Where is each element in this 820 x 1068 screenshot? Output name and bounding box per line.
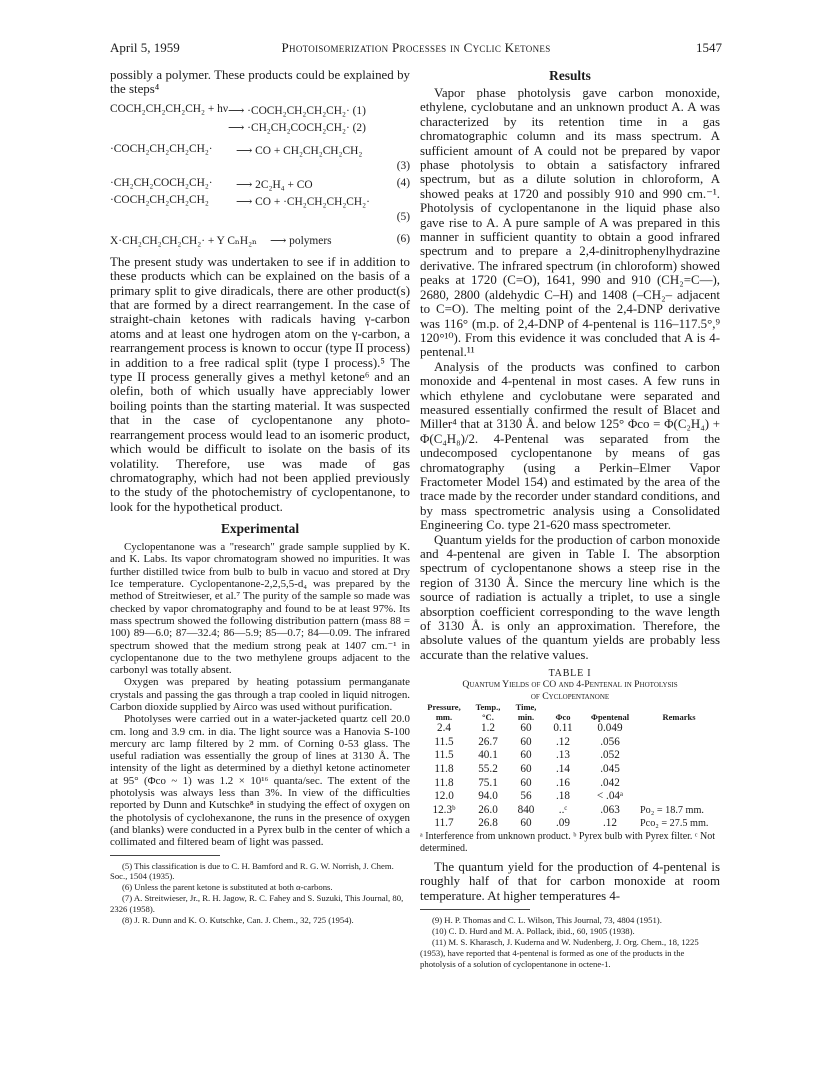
table-row <box>420 736 720 750</box>
equation-number: (6) <box>396 232 410 245</box>
equation-line <box>110 177 410 194</box>
table-caption: TABLE I <box>548 668 592 680</box>
quantum-yield-table <box>420 703 720 831</box>
table-cell: 0.11 <box>553 722 573 735</box>
equation-line <box>110 103 410 120</box>
table-cell: 60 <box>520 763 532 776</box>
running-header <box>110 40 722 56</box>
table-cell <box>638 777 720 791</box>
running-title: Photoisomerization Processes in Cyclic Ketones <box>281 40 551 55</box>
equation-lhs: X·CH₂CH₂CH₂CH₂· + Y CₙH₂ₙ <box>110 234 257 247</box>
table-cell: .13 <box>556 749 570 762</box>
paragraph: Quantum yields for the production of carbon monoxide and 4-pentenal are given in Table I. The absorption spectrum of cyclopentanone shows a steep rise in the region of 3130 Å. Since the mercury line which is the source of radiation is actually a triplet, to use a single absorption coefficient corresponding to the wave length of 3130 Å. is only an approximation. Therefore, the absolute values of the quantum yields are probably less accurate than the relative values. <box>420 532 720 662</box>
equation-number: (4) <box>396 176 410 189</box>
table-cell: 94.0 <box>478 790 498 803</box>
paragraph: The present study was undertaken to see if in addition to these products which can be explained on the basis of a primary split to give diradicals, there are other product(s) that are formed by a direct rearrangement. In the case of straight-chain ketones with radicals having γ-carbon atoms and at least one hydrogen atom on the γ-carbon, a rearrangement process is known to occur (type II process) in addition to a free radical split (type I process).⁵ The type II process generally gives a methyl ketone⁶ and an olefin, both of which usually have appreciably lower boiling points than the starting material. It was suspected that in the case of cyclopentanone any photo-rearrangement process would lead to an isomeric product, which would be difficult to isolate on the basis of its volatility. Therefore, use was made of gas chromatography, which had not been applied previously to the study of the photochemistry of cyclopentanone, to look for the hypothetical product. <box>110 254 410 514</box>
table-header-row <box>420 703 720 722</box>
footnote-divider <box>110 855 220 856</box>
footnote: (11) M. S. Kharasch, J. Kuderna and W. Nudenberg, J. Org. Chem., 18, 1225 (1953), have reported that 4-pentenal is formed as one of the products in the photolysis of a solution of cyclopentanone in octene-1. <box>420 937 699 969</box>
table-cell: Pco₂ = 27.5 mm. <box>640 818 709 830</box>
equation-rhs: ⟶ ·CH₂CH₂COCH₂CH₂· (2) <box>228 121 366 134</box>
equation-line <box>110 211 410 228</box>
paragraph: Cyclopentanone was a "research" grade sample supplied by K. and K. Labs. Its vapor chromatogram showed no impurities. It was further distilled twice from bulb to bulb in vacuo and stored at Dry Ice temperature. Cyclopentanone-2,2,5,5-d₄ was prepared by the method of Streitwieser, et al.⁷ The purity of the sample so made was checked by vapor chromatography and found to be at least 97%. Its mass spectrum showed the following distribution pattern (mass 88 = 100) 89—6.0; 87—32.4; 86—5.9; 85—0.7; 84—0.09. The infrared spectrum showed that the medium strong peak at 1407 cm.⁻¹ in cyclopentanone due to the two methylene groups adjacent to the carbonyl was totally absent. <box>110 541 410 677</box>
table-cell: ..ᶜ <box>558 803 568 816</box>
footnote: (5) This classification is due to C. H. Bamford and R. G. W. Norrish, J. Chem. Soc., 1504 (1935). <box>110 860 394 882</box>
table-footnote: ᵃ Interference from unknown product. ᵇ Pyrex bulb with Pyrex filter. ᶜ Not determined. <box>420 831 715 854</box>
equation-lhs: ·CH₂CH₂COCH₂CH₂· <box>110 176 213 189</box>
equation-line <box>110 160 410 177</box>
right-column <box>420 68 720 970</box>
column-header: Time, min. <box>515 702 537 722</box>
paragraph: Vapor phase photolysis gave carbon monoxide, ethylene, cyclobutane and an unknown product A. A was characterized by its retention time in a gas chromatographic column and its mass spectrum. A sufficient amount of A could not be prepared by vapor phase photolysis to obtain a satisfactory infrared spectrum, but as a dilute solution in chloroform, A showed peaks at 1720 and possibly 910 and 990 cm.⁻¹. Photolysis of cyclopentanone in the liquid phase also gave rise to A. A pure sample of A was prepared in this manner in sufficient quantity to obtain a good infrared spectrum and to prepare a 2,4-dinitrophenylhydrazine derivative. The infrared spectrum (in chloroform) showed peaks at 1720 (C=O), 1641, 990 and 910 (CH₂=C—), 2680, 2800 (aldehydic C–H) and 1408 (–CH₂– adjacent to C=O). The melting point of the 2,4-DNP derivative was 116° (m.p. of 2,4-DNP of 4-pentenal is 116–117.5°,⁹ 120°¹⁰). From this evidence it was concluded that A is 4-pentenal.¹¹ <box>420 86 720 360</box>
table-cell: .14 <box>556 763 570 776</box>
footnote: (10) C. D. Hurd and M. A. Pollack, ibid., 60, 1905 (1938). <box>432 926 635 937</box>
equation-line <box>110 233 410 250</box>
footnotes <box>420 915 720 970</box>
table-cell: .045 <box>600 763 620 776</box>
table-cell: 0.049 <box>597 722 623 735</box>
equation-number: (5) <box>396 210 410 223</box>
table-cell: 60 <box>520 722 532 735</box>
table-cell: 11.5 <box>434 749 454 762</box>
table-cell: .052 <box>600 749 620 762</box>
table-row <box>420 722 720 736</box>
table-cell: .16 <box>556 776 570 789</box>
footnote: (6) Unless the parent ketone is substituted at both α-carbons. <box>122 882 333 893</box>
intro-text: possibly a polymer. These products could be explained by the steps⁴ <box>110 68 410 97</box>
equation-line <box>110 120 410 137</box>
paragraph: Oxygen was prepared by heating potassium permanganate crystals and passing the gas through a trap cooled in liquid nitrogen. Carbon dioxide supplied by Airco was used without purification. <box>110 676 410 713</box>
table-cell: 11.8 <box>434 776 454 789</box>
table-cell <box>638 790 720 804</box>
reaction-steps <box>110 103 410 250</box>
table-cell: 60 <box>520 735 532 748</box>
equation-rhs: ⟶ polymers <box>270 234 332 247</box>
paragraph: The quantum yield for the production of 4-pentenal is roughly half of that for carbon monoxide at room temperature. At higher temperatures 4- <box>420 860 720 903</box>
table-cell: Po₂ = 18.7 mm. <box>640 804 704 816</box>
table-row <box>420 777 720 791</box>
table-row <box>420 749 720 763</box>
table-cell: 60 <box>520 817 532 830</box>
column-header: Pressure, mm. <box>427 702 461 722</box>
table-cell: .12 <box>603 817 617 830</box>
table-cell: 840 <box>517 803 535 816</box>
table-cell: 26.7 <box>478 735 498 748</box>
table-row <box>420 790 720 804</box>
table-cell: 12.0 <box>434 790 454 803</box>
table-cell: .18 <box>556 790 570 803</box>
table-cell: .063 <box>600 803 620 816</box>
equation-rhs: ⟶ CO + CH₂CH₂CH₂CH₂ <box>236 144 363 157</box>
table-cell <box>638 749 720 763</box>
table-cell: 2.4 <box>437 722 451 735</box>
equation-line <box>110 143 410 160</box>
table-title: of Cyclopentanone <box>530 691 610 703</box>
issue-date: April 5, 1959 <box>110 40 180 55</box>
table-cell <box>638 763 720 777</box>
equation-number: (3) <box>396 159 410 172</box>
table-title: Quantum Yields of CO and 4-Pentenal in Photolysis <box>462 679 678 691</box>
footnote-divider <box>420 909 530 910</box>
table-cell <box>638 722 720 736</box>
page-number: 1547 <box>696 40 722 55</box>
table-cell: 56 <box>520 790 532 803</box>
table-cell: 11.7 <box>434 817 454 830</box>
table-cell: 40.1 <box>478 749 498 762</box>
table-cell: 12.3ᵇ <box>432 803 456 816</box>
table-row <box>420 817 720 831</box>
table-cell: .09 <box>556 817 570 830</box>
equation-lhs: COCH₂CH₂CH₂CH₂ + hν <box>110 102 228 115</box>
table-cell: 75.1 <box>478 776 498 789</box>
equation-rhs: ⟶ CO + ·CH₂CH₂CH₂CH₂· <box>236 195 370 208</box>
table-row <box>420 763 720 777</box>
table-cell: 60 <box>520 749 532 762</box>
column-header: Temp., °C. <box>475 702 501 722</box>
footnote: (9) H. P. Thomas and C. L. Wilson, This Journal, 73, 4804 (1951). <box>432 915 662 926</box>
equation-lhs: ·COCH₂CH₂CH₂CH₂· <box>110 142 213 155</box>
table-cell: 26.0 <box>478 803 498 816</box>
table-cell: .056 <box>600 735 620 748</box>
table-cell <box>638 736 720 750</box>
equation-lhs: ·COCH₂CH₂CH₂CH₂ <box>110 193 209 206</box>
footnote: (8) J. R. Dunn and K. O. Kutschke, Can. J. Chem., 32, 725 (1954). <box>122 915 354 926</box>
column-header: Remarks <box>662 711 696 722</box>
column-header: Φco <box>555 711 571 722</box>
equation-rhs: ⟶ ·COCH₂CH₂CH₂CH₂· (1) <box>228 104 366 117</box>
left-column <box>110 68 410 926</box>
experimental-heading: Experimental <box>220 521 300 537</box>
table-cell: 55.2 <box>478 763 498 776</box>
table-cell: .042 <box>600 776 620 789</box>
equation-rhs: ⟶ 2C₂H₄ + CO <box>236 178 313 191</box>
table-cell: 60 <box>520 776 532 789</box>
column-header: Φpentenal <box>590 711 630 722</box>
table-cell: .12 <box>556 735 570 748</box>
equation-line <box>110 194 410 211</box>
table-row <box>420 804 720 818</box>
table-cell: < .04ᵃ <box>596 790 624 803</box>
table-cell: 11.5 <box>434 735 454 748</box>
footnotes <box>110 861 410 926</box>
table-cell: 1.2 <box>481 722 495 735</box>
results-heading: Results <box>549 68 591 83</box>
paragraph: Analysis of the products was confined to carbon monoxide and 4-pentenal in most cases. A few runs in which ethylene and cyclobutane were separated and measured essentially confirmed the result of Blacet and Miller⁴ that at 3130 Å. and below 125° Φco = Φ(C₂H₄) + Φ(C₄H₈)/2. 4-Pentenal was separated from the undecomposed cyclopentanone by means of gas chromatography (using a Perkin–Elmer Vapor Fractometer Model 154) and estimated by the area of the trace made by the recorder under standard conditions, and by mass spectrometric analysis using a Consolidated Engineering Co. type 21-620 mass spectrometer. <box>420 359 720 533</box>
table-1 <box>420 668 720 854</box>
footnote: (7) A. Streitwieser, Jr., R. H. Jagow, R. C. Fahey and S. Suzuki, This Journal, 80, 2326 (1958). <box>110 893 404 915</box>
paragraph: Photolyses were carried out in a water-jacketed quartz cell 20.0 cm. long and 3.9 cm. in dia. The light source was a Hanovia S-100 mercury arc lamp filtered by 2 mm. of Corning 0-53 glass. The useful radiation was essentially the group of lines at 3130 Å. The intensity of the light as determined by a diethyl ketone actinometer at 95° (Φco ~ 1) was 1.2 × 10¹⁶ quanta/sec. The extent of the photolysis was always less than 3%. In view of the difficulties reported by Dunn and Kutschke⁸ in studying the effect of oxygen on the photolysis of cyclohexanone, the runs in the presence of oxygen (and blanks) were conducted in a Pyrex bulb in the center of which a collimated and filtered beam of light was passed. <box>110 713 410 849</box>
table-cell: 11.8 <box>434 763 454 776</box>
table-cell: 26.8 <box>478 817 498 830</box>
